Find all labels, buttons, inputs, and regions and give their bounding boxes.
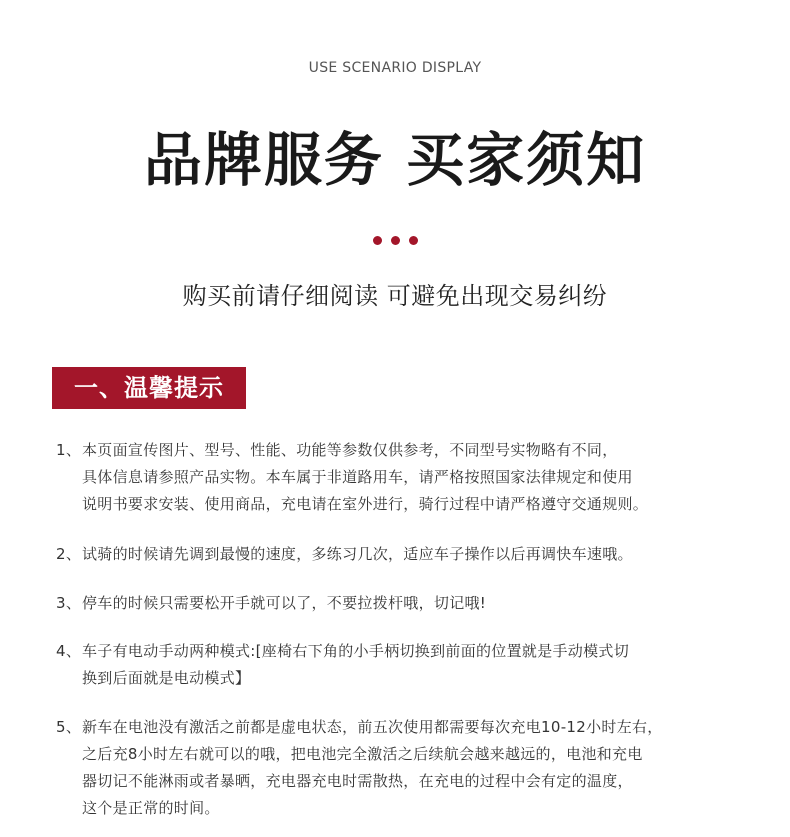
notice-text: 新车在电池没有激活之前都是虚电状态，前五次使用都需要每次充电10-12小时左右， bbox=[82, 718, 663, 736]
notice-line: 这个是正常的时间。 bbox=[82, 799, 220, 817]
scenario-kicker: USE SCENARIO DISPLAY bbox=[308, 60, 482, 76]
notice-line: 说明书要求安装、使用商品，充电请在室外进行，骑行过程中请严格遵守交通规则。 bbox=[82, 495, 649, 513]
notice-line bbox=[56, 437, 756, 464]
notice-item-1 bbox=[56, 437, 756, 518]
dot-icon bbox=[373, 236, 382, 245]
notice-line bbox=[56, 541, 756, 568]
notice-line: 之后充8小时左右就可以的哦，把电池完全激活之后续航会越来越远的，电池和充电 bbox=[82, 745, 643, 763]
notice-text: 停车的时候只需要松开手就可以了，不要拉拨杆哦，切记哦! bbox=[82, 594, 487, 612]
notice-number: 2、 bbox=[56, 545, 82, 563]
notice-number: 4、 bbox=[56, 642, 82, 660]
dot-icon bbox=[409, 236, 418, 245]
notice-line bbox=[56, 590, 756, 617]
notice-item-3 bbox=[56, 590, 756, 617]
notice-line bbox=[56, 714, 756, 741]
notice-text: 车子有电动手动两种模式:[座椅右下角的小手柄切换到前面的位置就是手动模式切 bbox=[82, 642, 630, 660]
notice-item-4 bbox=[56, 638, 756, 692]
notice-number: 5、 bbox=[56, 718, 82, 736]
notice-item-5 bbox=[56, 714, 756, 822]
notice-line: 具体信息请参照产品实物。本车属于非道路用车，请严格按照国家法律规定和使用 bbox=[82, 468, 633, 486]
notice-number: 3、 bbox=[56, 594, 82, 612]
section-banner: 一、温馨提示 bbox=[52, 367, 246, 409]
decorative-dots bbox=[0, 236, 790, 245]
notice-line: 器切记不能淋雨或者暴晒，充电器充电时需散热，在充电的过程中会有定的温度， bbox=[82, 772, 633, 790]
notice-line bbox=[56, 638, 756, 665]
page-subtitle: 购买前请仔细阅读 可避免出现交易纠纷 bbox=[182, 282, 608, 310]
dot-icon bbox=[391, 236, 400, 245]
notice-item-2 bbox=[56, 541, 756, 568]
notice-number: 1、 bbox=[56, 441, 82, 459]
notice-line: 换到后面就是电动模式】 bbox=[82, 669, 251, 687]
page-title: 品牌服务 买家须知 bbox=[143, 126, 647, 194]
notice-text: 本页面宣传图片、型号、性能、功能等参数仅供参考，不同型号实物略有不同， bbox=[82, 441, 618, 459]
notice-text: 试骑的时候请先调到最慢的速度，多练习几次，适应车子操作以后再调快车速哦。 bbox=[82, 545, 633, 563]
